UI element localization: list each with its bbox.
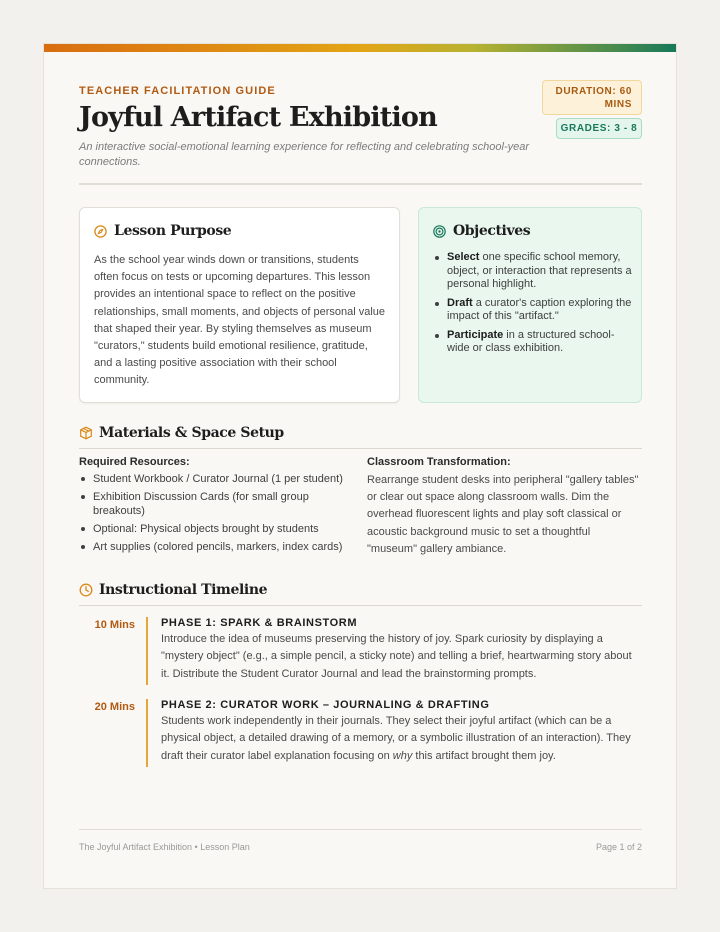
- footer-divider: [79, 829, 642, 830]
- lesson-purpose-title: Lesson Purpose: [114, 223, 232, 239]
- lesson-purpose-header: [94, 223, 231, 239]
- header-divider: [79, 183, 642, 185]
- resource-item: Exhibition Discussion Cards (for small group breakouts): [79, 490, 359, 518]
- materials-section-title: Materials & Space Setup: [99, 425, 284, 441]
- objective-text: one specific school memory, object, or interaction that represents a personal highlight.: [447, 251, 632, 290]
- duration-badge: [542, 80, 642, 115]
- objective-item: [433, 297, 633, 324]
- resources-label: Required Resources:: [79, 456, 190, 468]
- objectives-list: [433, 251, 633, 361]
- phase-description: Introduce the idea of museums preserving the history of joy. Spark curiosity by displaying a "mystery object" (e.g., a simple pencil, a sticky note) and telling a brief, heartwarming story about it. Distribute the Student Curator Journal and lead the brainstorming prompts.: [161, 633, 632, 680]
- objective-item: [433, 251, 633, 292]
- page-title: Joyful Artifact Exhibition: [79, 102, 437, 133]
- compass-icon: [94, 225, 107, 238]
- objectives-title: Objectives: [453, 223, 531, 239]
- box-icon: [79, 426, 93, 440]
- timeline-section-header: [79, 582, 267, 598]
- resource-item: Student Workbook / Curator Journal (1 per student): [79, 472, 359, 486]
- phase-title: PHASE 2: CURATOR WORK – JOURNALING & DRAFTING: [161, 699, 490, 711]
- resource-item: Art supplies (colored pencils, markers, index cards): [79, 540, 359, 554]
- phase-description-part: Students work independently in their journals. They select their joyful artifact (which can be a physical object, a detailed drawing of a memory, or a symbolic illustration of an interaction). They draft their curator label explanation focusing on: [161, 715, 631, 762]
- objective-text: a curator's caption exploring the impact of this "artifact.": [447, 296, 632, 322]
- materials-section-header: [79, 425, 284, 441]
- lesson-plan-page: [43, 43, 677, 889]
- phase-title: PHASE 1: SPARK & BRAINSTORM: [161, 617, 358, 629]
- phase-description-part: this artifact brought them joy.: [412, 749, 556, 762]
- objectives-card: [418, 207, 642, 403]
- timeline-section-title: Instructional Timeline: [99, 582, 268, 598]
- objective-verb: Participate: [447, 328, 504, 341]
- footer-page-number: Page 1 of 2: [595, 842, 642, 852]
- phase-description-emphasis: why: [392, 749, 413, 762]
- timeline-divider: [79, 605, 642, 606]
- timeline-phase: [79, 699, 642, 769]
- page-content: [79, 44, 642, 888]
- clock-icon: [79, 583, 93, 597]
- duration-badge-line2: MINS: [604, 99, 632, 110]
- objective-verb: Select: [447, 251, 480, 263]
- page-subtitle: An interactive social-emotional learning experience for reflecting and celebrating school-year connections.: [79, 141, 530, 168]
- phase-description: [161, 713, 642, 765]
- classroom-text: Rearrange student desks into peripheral "gallery tables" or clear out space along classroom walls. Dim the overhead fluorescent lights and play soft classical or acoustic background music to set a thoughtful "museum" gallery ambiance.: [367, 474, 639, 555]
- footer-document-name: The Joyful Artifact Exhibition • Lesson Plan: [79, 842, 250, 852]
- objective-item: [433, 329, 633, 356]
- phase-timeline-bar: [146, 617, 148, 685]
- phase-time: 20 Mins: [94, 701, 135, 713]
- resource-item: Optional: Physical objects brought by students: [79, 522, 359, 536]
- classroom-label: Classroom Transformation:: [367, 456, 511, 468]
- grades-badge: GRADES: 3 - 8: [556, 118, 642, 139]
- guide-kicker: TEACHER FACILITATION GUIDE: [79, 85, 276, 97]
- timeline-phase: [79, 617, 642, 687]
- resources-list: [79, 472, 359, 558]
- lesson-purpose-text: As the school year winds down or transitions, students often focus on tests or upcoming departures. This lesson provides an intentional space to reflect on the positive relationships, small moments, and objects of personal value that shaped their year. By styling themselves as museum "curators," students build emotional resilience, gratitude, and a lasting positive association with their school community.: [94, 254, 386, 387]
- phase-time: 10 Mins: [94, 619, 135, 631]
- duration-badge-line1: DURATION: 60: [555, 86, 632, 97]
- target-icon: [433, 225, 446, 238]
- phase-timeline-bar: [146, 699, 148, 767]
- objectives-header: [433, 223, 530, 239]
- objective-verb: Draft: [447, 296, 473, 309]
- lesson-purpose-card: [79, 207, 400, 403]
- materials-divider: [79, 448, 642, 449]
- objective-text: in a structured school-wide or class exhibition.: [447, 328, 615, 354]
